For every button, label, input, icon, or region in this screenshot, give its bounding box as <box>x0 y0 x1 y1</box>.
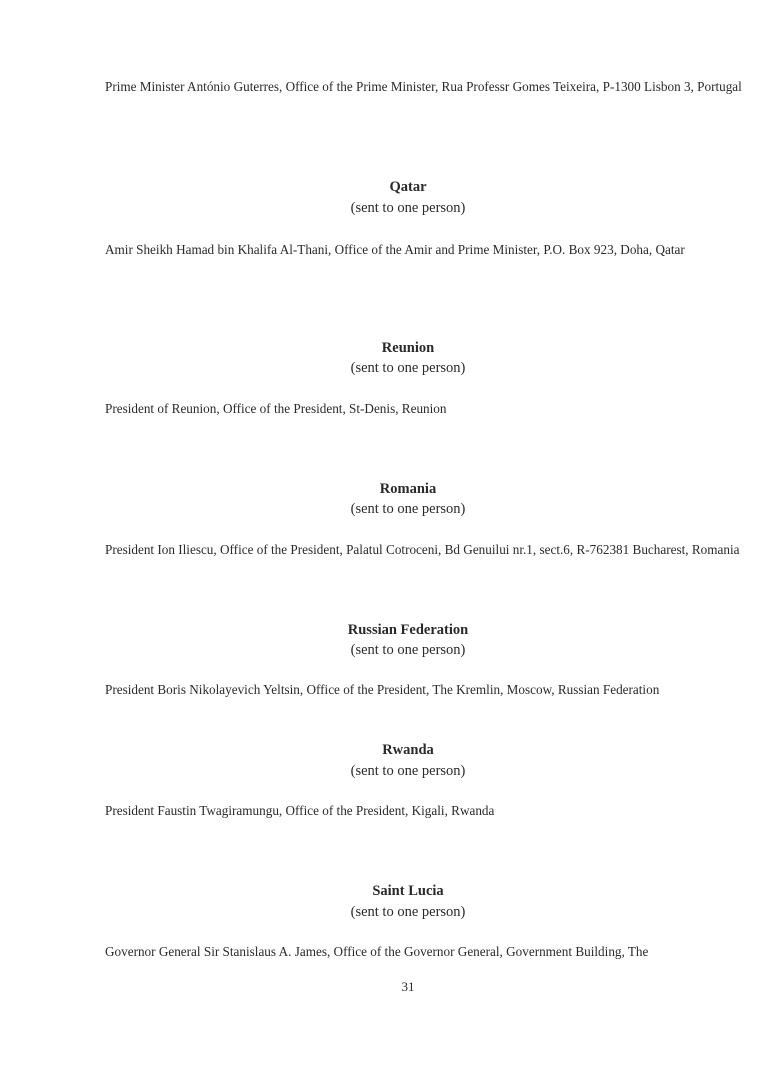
country-heading-romania: Romania <box>379 481 437 497</box>
recipient-note-saint-lucia: (sent to one person) <box>350 904 466 920</box>
country-heading-rwanda: Rwanda <box>382 742 434 758</box>
country-heading-reunion: Reunion <box>381 340 435 356</box>
country-heading-russia: Russian Federation <box>347 622 469 638</box>
recipient-note-reunion: (sent to one person) <box>350 360 466 376</box>
address-entry-saint-lucia: Governor General Sir Stanislaus A. James, Office of the Governor General, Government Building, The <box>105 944 649 959</box>
recipient-note-qatar: (sent to one person) <box>350 200 466 216</box>
address-entry-russia: President Boris Nikolayevich Yeltsin, Office of the President, The Kremlin, Moscow, Russian Federation <box>105 682 660 697</box>
address-entry-portugal: Prime Minister António Guterres, Office of the Prime Minister, Rua Professr Gomes Teixeira, P-1300 Lisbon 3, Portugal <box>105 79 742 94</box>
page-number: 31 <box>401 979 415 994</box>
country-heading-saint-lucia: Saint Lucia <box>372 883 444 899</box>
recipient-note-russia: (sent to one person) <box>350 642 466 658</box>
address-entry-reunion: President of Reunion, Office of the President, St-Denis, Reunion <box>105 401 447 416</box>
address-entry-romania: President Ion Iliescu, Office of the President, Palatul Cotroceni, Bd Genuilui nr.1, sect.6, R-762381 Bucharest, Romania <box>105 542 740 557</box>
address-entry-rwanda: President Faustin Twagiramungu, Office of the President, Kigali, Rwanda <box>105 803 495 818</box>
address-entry-qatar: Amir Sheikh Hamad bin Khalifa Al-Thani, Office of the Amir and Prime Minister, P.O. Box 923, Doha, Qatar <box>105 242 685 257</box>
recipient-note-rwanda: (sent to one person) <box>350 763 466 779</box>
country-heading-qatar: Qatar <box>389 179 427 195</box>
recipient-note-romania: (sent to one person) <box>350 501 466 517</box>
